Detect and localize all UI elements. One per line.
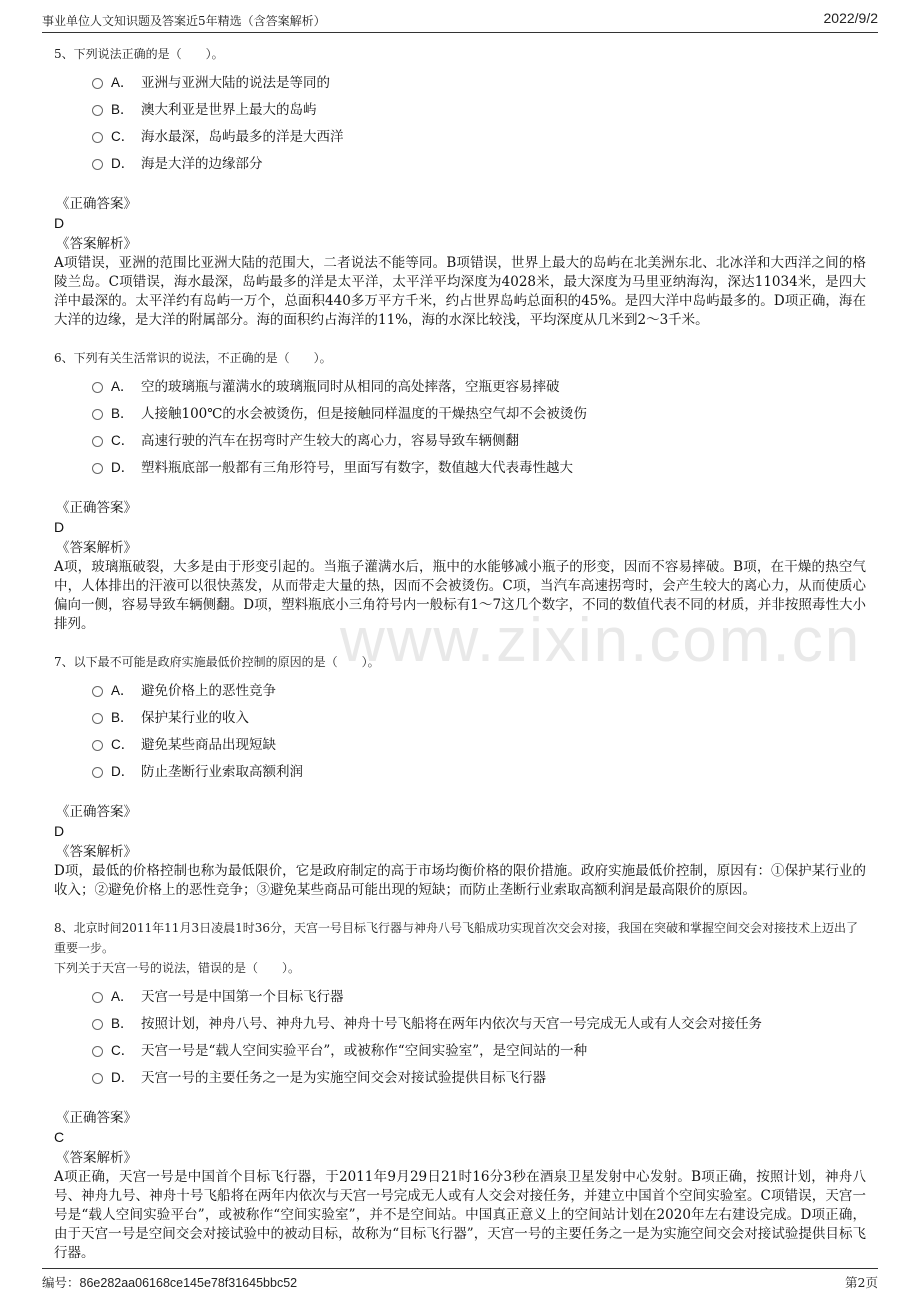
option-text: 海是大洋的边缘部分	[141, 155, 263, 172]
question-stem-line: 6、下列有关生活常识的说法，不正确的是（ ）。	[54, 351, 332, 365]
option-item[interactable]	[92, 148, 866, 175]
option-text: 防止垄断行业索取高额利润	[141, 763, 303, 780]
option-item[interactable]	[92, 675, 866, 702]
option-letter: A．	[111, 74, 134, 90]
option-letter: A．	[111, 682, 134, 698]
analysis-label: 《答案解析》	[56, 1150, 137, 1166]
question-block	[54, 44, 866, 330]
option-letter: C．	[111, 432, 135, 448]
radio-icon[interactable]	[92, 767, 103, 778]
document-code-value: 86e282aa06168ce145e78f31645bbc52	[79, 1276, 298, 1290]
question-stem-line: 5、下列说法正确的是（ ）。	[54, 47, 224, 61]
question-block	[54, 348, 866, 634]
option-text: 天宫一号是中国第一个目标飞行器	[141, 988, 344, 1005]
answer-value: D	[54, 823, 65, 839]
radio-icon[interactable]	[92, 740, 103, 751]
option-letter: D．	[111, 155, 135, 171]
option-letter: C．	[111, 1042, 135, 1058]
option-text: 澳大利亚是世界上最大的岛屿	[141, 101, 317, 118]
analysis-label: 《答案解析》	[56, 236, 137, 252]
analysis-text: A项正确，天宫一号是中国首个目标飞行器，于2011年9月29日21时16分3秒在酒泉卫星发射中心发射。B项正确，按照计划，神舟八号、神舟九号、神舟十号飞船将在两年内依次与天宫一号完成无人或有人交会对接任务，并建立中国首个空间实验室。C项错误，天宫一号是“载人空间实验平台”，或被称作“空间实验室”，并不是空间站。中国真正意义上的空间站计划在2020年左右建设完成。D项正确，由于天宫一号是空间交会对接试验中的被动目标，故称为“目标飞行器”，天宫一号的主要任务之一是为实施空间交会对接试验提供目标飞行器。	[54, 1169, 866, 1261]
radio-icon[interactable]	[92, 686, 103, 697]
option-list	[92, 371, 866, 479]
option-item[interactable]	[92, 1062, 866, 1089]
question-stem	[54, 918, 866, 978]
option-letter: B．	[111, 405, 134, 421]
option-item[interactable]	[92, 67, 866, 94]
option-list	[92, 675, 866, 783]
option-list	[92, 67, 866, 175]
option-item[interactable]	[92, 1035, 866, 1062]
radio-icon[interactable]	[92, 132, 103, 143]
option-item[interactable]	[92, 371, 866, 398]
watermark: www.zixin.com.cn	[340, 606, 862, 675]
question-stem	[54, 652, 866, 672]
option-letter: B．	[111, 709, 134, 725]
document-title: 事业单位人文知识题及答案近5年精选（含答案解析）	[42, 14, 326, 28]
option-item[interactable]	[92, 981, 866, 1008]
option-text: 海水最深，岛屿最多的洋是大西洋	[141, 128, 344, 145]
option-text: 按照计划，神舟八号、神舟九号、神舟十号飞船将在两年内依次与天宫一号完成无人或有人交会对接任务	[141, 1015, 762, 1032]
analysis-text: A项，玻璃瓶破裂，大多是由于形变引起的。当瓶子灌满水后，瓶中的水能够减小瓶子的形变，因而不容易摔破。B项，在干燥的热空气中，人体排出的汗液可以很快蒸发，从而带走大量的热，因而不会被烫伤。C项，当汽车高速拐弯时，会产生较大的离心力，从而使质心偏向一侧，容易导致车辆侧翻。D项，塑料瓶底小三角符号内一般标有1～7这几个数字，不同的数值代表不同的材质，并非按照毒性大小排列。	[54, 559, 866, 632]
document-date: 2022/9/2	[823, 10, 878, 26]
question-list	[54, 44, 866, 1281]
answer-label: 《正确答案》	[56, 804, 137, 820]
option-letter: C．	[111, 736, 135, 752]
option-letter: B．	[111, 1015, 134, 1031]
document-code	[42, 1273, 297, 1291]
option-item[interactable]	[92, 1008, 866, 1035]
option-letter: D．	[111, 459, 135, 475]
page-number: 第2页	[845, 1275, 878, 1290]
radio-icon[interactable]	[92, 1046, 103, 1057]
option-item[interactable]	[92, 452, 866, 479]
option-text: 高速行驶的汽车在拐弯时产生较大的离心力，容易导致车辆侧翻	[141, 432, 519, 449]
question-stem-line: 7、以下最不可能是政府实施最低价控制的原因的是（ ）。	[54, 655, 380, 669]
option-letter: A．	[111, 378, 134, 394]
document-code-label: 编号：	[42, 1275, 80, 1290]
option-item[interactable]	[92, 702, 866, 729]
answer-value: C	[54, 1129, 65, 1145]
analysis-label: 《答案解析》	[56, 844, 137, 860]
option-text: 避免某些商品出现短缺	[141, 736, 276, 753]
radio-icon[interactable]	[92, 409, 103, 420]
question-block	[54, 652, 866, 900]
analysis-text: A项错误，亚洲的范围比亚洲大陆的范围大，二者说法不能等同。B项错误，世界上最大的岛屿在北美洲东北、北冰洋和大西洋之间的格陵兰岛。C项错误，海水最深，岛屿最多的洋是太平洋，太平洋平均深度为4028米，最大深度为马里亚纳海沟，深达11034米，是四大洋中最深的。太平洋约有岛屿一万个，总面积440多万平方千米，约占世界岛屿总面积的45%。是四大洋中岛屿最多的。D项正确，海在大洋的边缘，是大洋的附属部分。海的面积约占海洋的11%，海的水深比较浅，平均深度从几米到2～3千米。	[54, 255, 866, 328]
page-footer	[42, 1268, 878, 1291]
radio-icon[interactable]	[92, 1019, 103, 1030]
radio-icon[interactable]	[92, 159, 103, 170]
option-text: 人接触100℃的水会被烫伤，但是接触同样温度的干燥热空气却不会被烫伤	[141, 405, 587, 422]
radio-icon[interactable]	[92, 1073, 103, 1084]
page-header	[42, 8, 878, 33]
option-item[interactable]	[92, 121, 866, 148]
option-letter: A．	[111, 988, 134, 1004]
question-stem-line: 8、北京时间2011年11月3日凌晨1时36分，天宫一号目标飞行器与神舟八号飞船成功实现首次交会对接，我国在突破和掌握空间交会对接技术上迈出了重要一步。	[54, 921, 858, 955]
option-item[interactable]	[92, 756, 866, 783]
radio-icon[interactable]	[92, 992, 103, 1003]
question-stem	[54, 44, 866, 64]
option-text: 塑料瓶底部一般都有三角形符号，里面写有数字，数值越大代表毒性越大	[141, 459, 573, 476]
option-text: 亚洲与亚洲大陆的说法是等同的	[141, 74, 330, 91]
option-text: 天宫一号的主要任务之一是为实施空间交会对接试验提供目标飞行器	[141, 1069, 546, 1086]
radio-icon[interactable]	[92, 463, 103, 474]
option-letter: D．	[111, 763, 135, 779]
option-item[interactable]	[92, 398, 866, 425]
question-stem-line: 下列关于天宫一号的说法，错误的是（ ）。	[54, 961, 301, 975]
option-letter: C．	[111, 128, 135, 144]
analysis-label: 《答案解析》	[56, 540, 137, 556]
question-stem	[54, 348, 866, 368]
option-text: 天宫一号是“载人空间实验平台”，或被称作“空间实验室”，是空间站的一种	[141, 1042, 588, 1059]
option-item[interactable]	[92, 729, 866, 756]
radio-icon[interactable]	[92, 713, 103, 724]
answer-label: 《正确答案》	[56, 1110, 137, 1126]
option-text: 避免价格上的恶性竞争	[141, 682, 276, 699]
answer-label: 《正确答案》	[56, 196, 137, 212]
option-letter: B．	[111, 101, 134, 117]
option-text: 保护某行业的收入	[141, 709, 249, 726]
question-block	[54, 918, 866, 1263]
option-item[interactable]	[92, 94, 866, 121]
radio-icon[interactable]	[92, 436, 103, 447]
answer-value: D	[54, 215, 65, 231]
option-list	[92, 981, 866, 1089]
option-text: 空的玻璃瓶与灌满水的玻璃瓶同时从相同的高处摔落，空瓶更容易摔破	[141, 378, 560, 395]
radio-icon[interactable]	[92, 382, 103, 393]
radio-icon[interactable]	[92, 105, 103, 116]
answer-value: D	[54, 519, 65, 535]
answer-label: 《正确答案》	[56, 500, 137, 516]
option-letter: D．	[111, 1069, 135, 1085]
analysis-text: D项，最低的价格控制也称为最低限价，它是政府制定的高于市场均衡价格的限价措施。政府实施最低价控制，原因有：①保护某行业的收入；②避免价格上的恶性竞争；③避免某些商品可能出现的短缺；而防止垄断行业索取高额利润是最高限价的原因。	[54, 863, 866, 898]
radio-icon[interactable]	[92, 78, 103, 89]
option-item[interactable]	[92, 425, 866, 452]
